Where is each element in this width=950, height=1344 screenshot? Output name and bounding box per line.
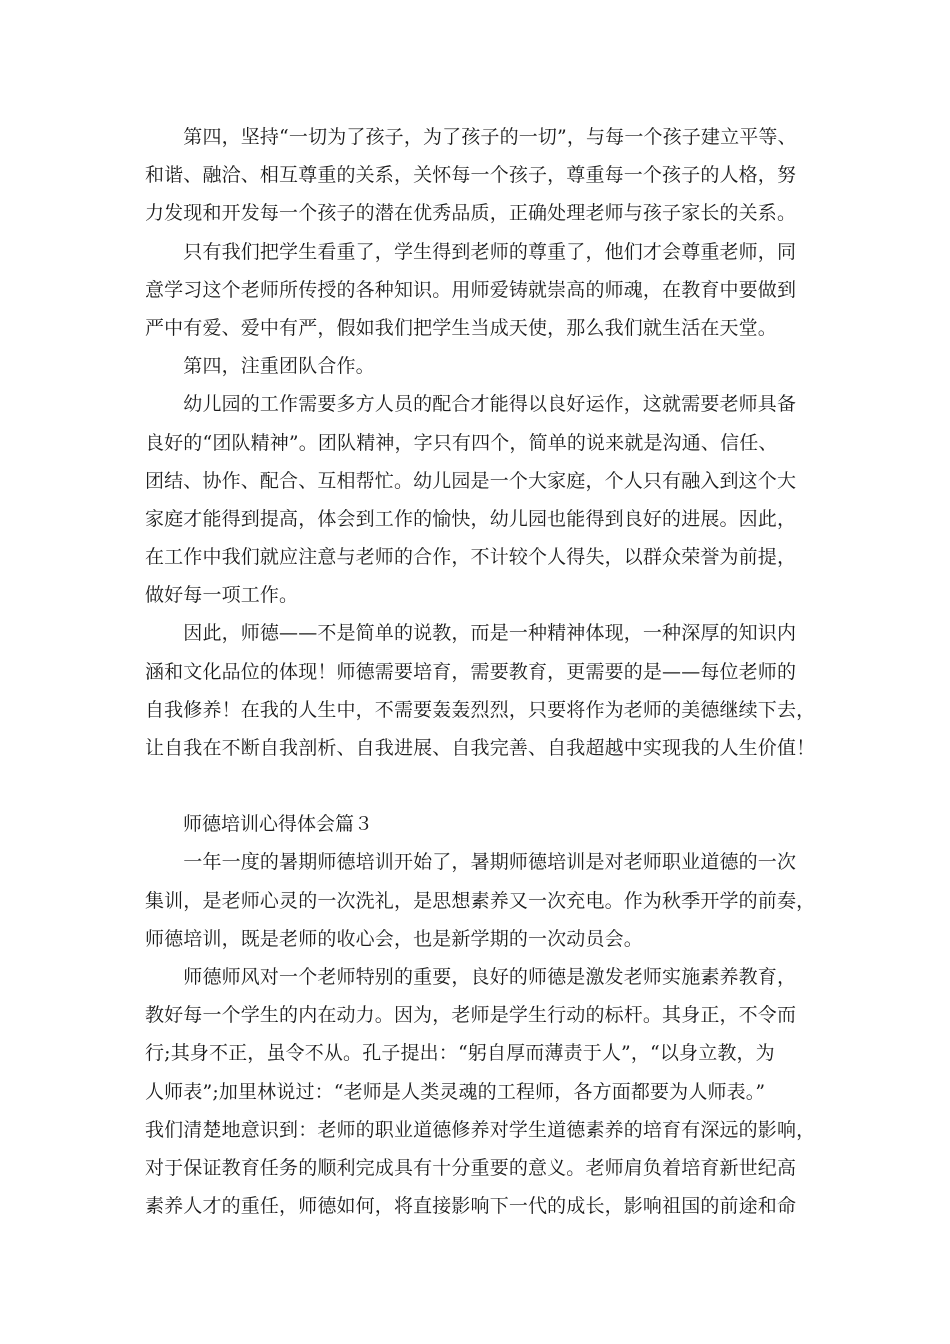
text-line: 一年一度的暑期师德培训开始了，暑期师德培训是对老师职业道德的一次 — [145, 851, 797, 874]
text-line: 家庭才能得到提高，体会到工作的愉快，幼儿园也能得到良好的进展。因此， — [145, 507, 797, 530]
text-line: 第四，坚持“一切为了孩子，为了孩子的一切”，与每一个孩子建立平等、 — [145, 126, 797, 148]
paragraph — [145, 385, 815, 614]
paragraph — [145, 233, 815, 348]
text-line: 自我修养！在我的人生中，不需要轰轰烈烈，只要将作为老师的美德继续下去， — [145, 698, 816, 721]
paragraph — [145, 958, 815, 1225]
text-line: 在工作中我们就应注意与老师的合作，不计较个人得失，以群众荣誉为前提， — [145, 546, 797, 569]
text-line: 严中有爱、爱中有严，假如我们把学生当成天使，那么我们就生活在天堂。 — [145, 316, 777, 339]
text-line: 让自我在不断自我剖析、自我进展、自我完善、自我超越中实现我的人生价值！ — [145, 737, 816, 759]
text-line: 只有我们把学生看重了，学生得到老师的尊重了，他们才会尊重老师，同 — [145, 240, 797, 263]
paragraph — [145, 843, 815, 958]
text-line: 幼儿园的工作需要多方人员的配合才能得以良好运作，这就需要老师具备 — [145, 393, 797, 416]
section-heading: 师德培训心得体会篇３ — [145, 813, 374, 836]
text-line: 力发现和开发每一个孩子的潜在优秀品质，正确处理老师与孩子家长的关系。 — [145, 202, 797, 225]
document-body — [145, 118, 815, 1225]
text-line: 教好每一个学生的内在动力。因为，老师是学生行动的标杆。其身正，不令而 — [145, 1004, 797, 1027]
text-line: 我们清楚地意识到：老师的职业道德修养对学生道德素养的培育有深远的影响， — [145, 1118, 816, 1141]
paragraph — [145, 118, 815, 233]
text-line: 集训，是老师心灵的一次洗礼，是思想素养又一次充电。作为秋季开学的前奏， — [145, 889, 816, 912]
text-line: 和谐、融洽、相互尊重的关系，关怀每一个孩子，尊重每一个孩子的人格，努 — [145, 164, 797, 187]
text-line: 素养人才的重任，师德如何，将直接影响下一代的成长，影响祖国的前途和命 — [145, 1195, 797, 1218]
text-line: 因此，师德——不是简单的说教，而是一种精神体现，一种深厚的知识内 — [145, 622, 797, 645]
section-spacer — [145, 767, 815, 805]
text-line: 团结、协作、配合、互相帮忙。幼儿园是一个大家庭，个人只有融入到这个大 — [145, 469, 797, 492]
text-line: 意学习这个老师所传授的各种知识。用师爱铸就崇高的师魂，在教育中要做到 — [145, 278, 797, 301]
text-line: 师德培训，既是老师的收心会，也是新学期的一次动员会。 — [145, 927, 643, 950]
paragraph — [145, 614, 815, 767]
text-line: 良好的“团队精神”。团队精神，字只有四个，简单的说来就是沟通、信任、 — [145, 431, 778, 454]
text-line: 对于保证教育任务的顺利完成具有十分重要的意义。老师肩负着培育新世纪高 — [145, 1156, 797, 1179]
text-line: 行;其身不正，虽令不从。孔子提出：“躬自厚而薄责于人”，“以身立教，为 — [145, 1042, 775, 1065]
text-line: 做好每一项工作。 — [145, 584, 299, 607]
text-line: 涵和文化品位的体现！师德需要培育，需要教育，更需要的是——每位老师的 — [145, 660, 797, 683]
text-line: 第四，注重团队合作。 — [145, 355, 375, 378]
text-line: 师德师风对一个老师特别的重要，良好的师德是激发老师实施素养教育， — [145, 965, 797, 988]
paragraph — [145, 347, 815, 385]
text-line: 人师表”;加里林说过：“老师是人类灵魂的工程师，各方面都要为人师表。” — [145, 1080, 766, 1103]
